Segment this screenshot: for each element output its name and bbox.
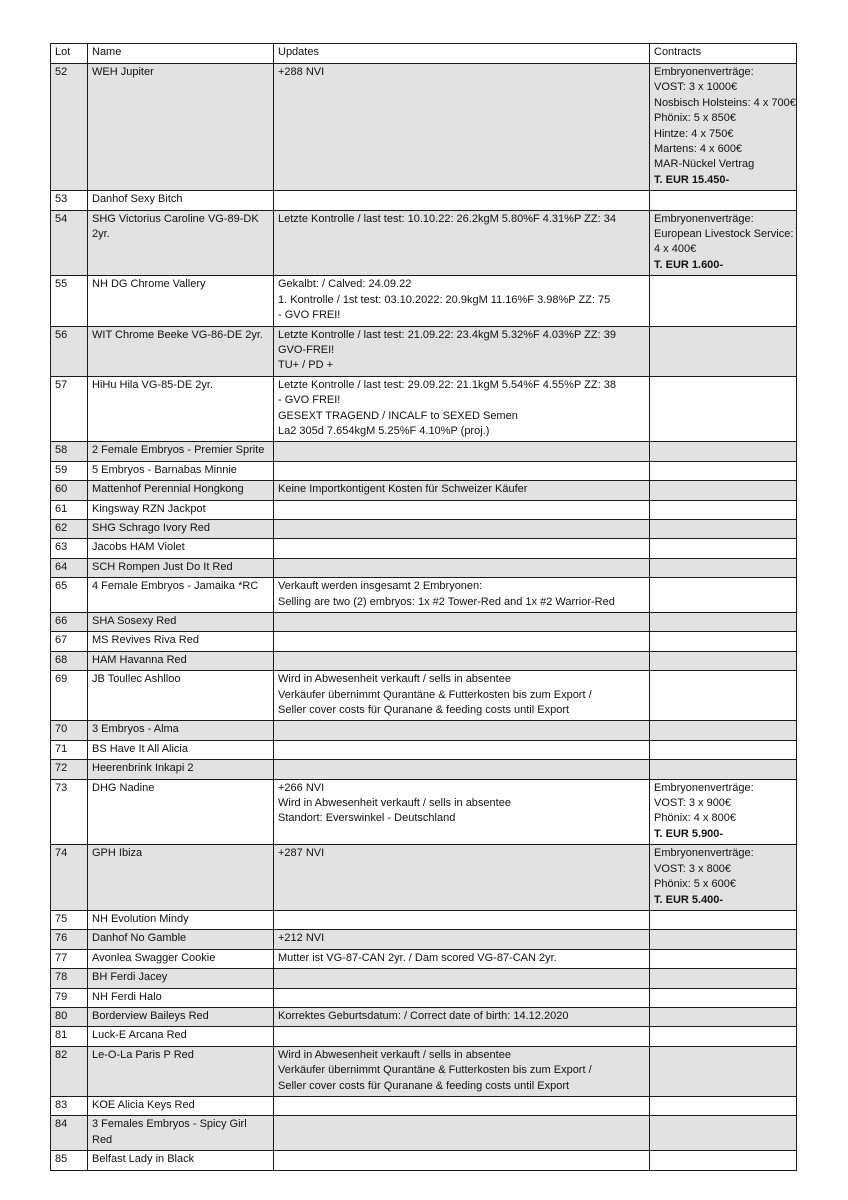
update-line: Letzte Kontrolle / last test: 21.09.22: 23.4kgM 5.32%F 4.03%P ZZ: 39 <box>278 328 616 341</box>
contracts-cell <box>650 191 797 210</box>
table-row <box>51 376 797 442</box>
animal-name-cell: KOE Alicia Keys Red <box>88 1096 274 1115</box>
updates-cell <box>274 1046 650 1096</box>
lot-number-cell: 66 <box>51 613 88 632</box>
update-line: Wird in Abwesenheit verkauft / sells in absentee <box>278 797 511 810</box>
updates-cell <box>274 1096 650 1115</box>
contracts-cell <box>650 949 797 968</box>
animal-name-cell: WEH Jupiter <box>88 64 274 191</box>
updates-cell <box>274 845 650 911</box>
table-row <box>51 760 797 779</box>
updates-cell <box>274 539 650 558</box>
animal-name-cell: MS Revives Riva Red <box>88 632 274 651</box>
contracts-cell <box>650 988 797 1007</box>
animal-name-cell: SHG Victorius Caroline VG-89-DK 2yr. <box>88 210 274 276</box>
lot-number-cell: 78 <box>51 969 88 988</box>
animal-name-cell: HiHu Hila VG-85-DE 2yr. <box>88 376 274 442</box>
table-row <box>51 949 797 968</box>
updates-cell <box>274 276 650 326</box>
update-line: 1. Kontrolle / 1st test: 03.10.2022: 20.9kgM 11.16%F 3.98%P ZZ: 75 <box>278 293 611 306</box>
lot-number-cell: 56 <box>51 326 88 376</box>
update-line: Verkäufer übernimmt Qurantäne & Futterkosten bis zum Export / <box>278 688 592 701</box>
contracts-cell <box>650 1027 797 1046</box>
update-line: +212 NVI <box>278 932 325 945</box>
update-line: GVO-FREI! <box>278 343 335 356</box>
contract-line: MAR-Nückel Vertrag <box>654 158 755 171</box>
table-row <box>51 191 797 210</box>
contracts-cell <box>650 210 797 276</box>
update-line: GESEXT TRAGEND / INCALF to SEXED Semen <box>278 409 518 422</box>
updates-cell <box>274 461 650 480</box>
contracts-cell <box>650 613 797 632</box>
table-row <box>51 930 797 949</box>
animal-name-cell: Heerenbrink Inkapi 2 <box>88 760 274 779</box>
contracts-cell <box>650 539 797 558</box>
update-line: +288 NVI <box>278 66 325 78</box>
lot-number-cell: 82 <box>51 1046 88 1096</box>
table-row <box>51 210 797 276</box>
contract-total: T. EUR 5.400- <box>654 893 724 906</box>
contract-line: VOST: 3 x 800€ <box>654 862 732 875</box>
animal-name-cell: 3 Embryos - Alma <box>88 721 274 740</box>
animal-name-cell: BS Have It All Alicia <box>88 740 274 759</box>
table-row <box>51 969 797 988</box>
animal-name-cell: JB Toullec Ashlloo <box>88 671 274 721</box>
contracts-cell <box>650 845 797 911</box>
animal-name-cell: Kingsway RZN Jackpot <box>88 500 274 519</box>
contracts-cell <box>650 1046 797 1096</box>
contract-total: T. EUR 5.900- <box>654 827 724 840</box>
lot-number-cell: 61 <box>51 500 88 519</box>
contracts-cell <box>650 276 797 326</box>
header-updates: Updates <box>274 44 650 64</box>
table-row <box>51 671 797 721</box>
update-line: +266 NVI <box>278 781 325 794</box>
lot-number-cell: 59 <box>51 461 88 480</box>
update-line: Keine Importkontigent Kosten für Schweizer Käufer <box>278 483 528 496</box>
contracts-cell <box>650 632 797 651</box>
update-line: La2 305d 7.654kgM 5.25%F 4.10%P (proj.) <box>278 424 490 437</box>
contracts-cell <box>650 64 797 191</box>
table-row <box>51 1027 797 1046</box>
contracts-cell <box>650 326 797 376</box>
lot-number-cell: 83 <box>51 1096 88 1115</box>
animal-name-cell: Danhof Sexy Bitch <box>88 191 274 210</box>
animal-name-cell: Avonlea Swagger Cookie <box>88 949 274 968</box>
lot-number-cell: 81 <box>51 1027 88 1046</box>
lot-number-cell: 57 <box>51 376 88 442</box>
updates-cell <box>274 1151 650 1170</box>
contracts-cell <box>650 500 797 519</box>
table-row <box>51 779 797 845</box>
lot-number-cell: 85 <box>51 1151 88 1170</box>
updates-cell <box>274 210 650 276</box>
lot-number-cell: 67 <box>51 632 88 651</box>
animal-name-cell: WIT Chrome Beeke VG-86-DE 2yr. <box>88 326 274 376</box>
update-line: Mutter ist VG-87-CAN 2yr. / Dam scored VG-87-CAN 2yr. <box>278 951 557 964</box>
animal-name-cell: DHG Nadine <box>88 779 274 845</box>
table-row <box>51 632 797 651</box>
contracts-cell <box>650 651 797 670</box>
lot-number-cell: 80 <box>51 1007 88 1026</box>
updates-cell <box>274 651 650 670</box>
contracts-cell <box>650 930 797 949</box>
contracts-cell <box>650 1096 797 1115</box>
lot-number-cell: 52 <box>51 64 88 191</box>
lot-number-cell: 54 <box>51 210 88 276</box>
table-row <box>51 519 797 538</box>
updates-cell <box>274 442 650 461</box>
updates-cell <box>274 1116 650 1151</box>
contracts-cell <box>650 1007 797 1026</box>
contract-total: T. EUR 1.600- <box>654 258 724 271</box>
table-row <box>51 613 797 632</box>
table-row <box>51 276 797 326</box>
lot-number-cell: 60 <box>51 481 88 500</box>
animal-name-cell: SHG Schrago Ivory Red <box>88 519 274 538</box>
update-line: +287 NVI <box>278 847 325 860</box>
lot-number-cell: 69 <box>51 671 88 721</box>
lot-updates-table <box>50 43 797 1171</box>
contract-line: Embryonenverträge: <box>654 66 754 78</box>
updates-cell <box>274 721 650 740</box>
contract-line: VOST: 3 x 900€ <box>654 797 732 810</box>
update-line: Verkauft werden insgesamt 2 Embryonen: <box>278 580 483 593</box>
table-row <box>51 461 797 480</box>
contracts-cell <box>650 558 797 577</box>
contract-line: Embryonenverträge: <box>654 781 754 794</box>
update-line: - GVO FREI! <box>278 394 341 407</box>
animal-name-cell: BH Ferdi Jacey <box>88 969 274 988</box>
update-line: Korrektes Geburtsdatum: / Correct date of birth: 14.12.2020 <box>278 1009 569 1022</box>
updates-cell <box>274 632 650 651</box>
updates-cell <box>274 949 650 968</box>
updates-cell <box>274 481 650 500</box>
contract-line: Hintze: 4 x 750€ <box>654 127 734 140</box>
update-line: Gekalbt: / Calved: 24.09.22 <box>278 278 412 291</box>
update-line: Standort: Everswinkel - Deutschland <box>278 812 456 825</box>
table-row <box>51 481 797 500</box>
lot-number-cell: 75 <box>51 910 88 929</box>
lot-number-cell: 77 <box>51 949 88 968</box>
animal-name-cell: GPH Ibiza <box>88 845 274 911</box>
update-line: Letzte Kontrolle / last test: 29.09.22: 21.1kgM 5.54%F 4.55%P ZZ: 38 <box>278 378 616 391</box>
header-name: Name <box>88 44 274 64</box>
contract-line: Embryonenverträge: <box>654 212 754 225</box>
table-row <box>51 500 797 519</box>
updates-cell <box>274 779 650 845</box>
lot-number-cell: 73 <box>51 779 88 845</box>
update-line: Letzte Kontrolle / last test: 10.10.22: 26.2kgM 5.80%F 4.31%P ZZ: 34 <box>278 212 616 225</box>
contract-line: European Livestock Service: <box>654 228 794 241</box>
contracts-cell <box>650 1151 797 1170</box>
contracts-cell <box>650 910 797 929</box>
contract-line: Embryonenverträge: <box>654 847 754 860</box>
update-line: Seller cover costs für Quranane & feeding costs until Export <box>278 704 570 717</box>
table-row <box>51 558 797 577</box>
animal-name-cell: Danhof No Gamble <box>88 930 274 949</box>
updates-cell <box>274 613 650 632</box>
table-row <box>51 721 797 740</box>
lot-number-cell: 55 <box>51 276 88 326</box>
lot-number-cell: 71 <box>51 740 88 759</box>
contracts-cell <box>650 1116 797 1151</box>
lot-number-cell: 58 <box>51 442 88 461</box>
updates-cell <box>274 930 650 949</box>
lot-number-cell: 72 <box>51 760 88 779</box>
updates-cell <box>274 578 650 613</box>
lot-number-cell: 74 <box>51 845 88 911</box>
table-row <box>51 64 797 191</box>
animal-name-cell: Borderview Baileys Red <box>88 1007 274 1026</box>
updates-cell <box>274 500 650 519</box>
update-line: Seller cover costs für Quranane & feeding costs until Export <box>278 1079 570 1092</box>
contract-total: T. EUR 15.450- <box>654 173 730 186</box>
table-row <box>51 1007 797 1026</box>
update-line: - GVO FREI! <box>278 309 341 322</box>
updates-cell <box>274 1027 650 1046</box>
animal-name-cell: 3 Females Embryos - Spicy Girl Red <box>88 1116 274 1151</box>
table-row <box>51 1096 797 1115</box>
animal-name-cell: HAM Havanna Red <box>88 651 274 670</box>
updates-cell <box>274 326 650 376</box>
lot-number-cell: 63 <box>51 539 88 558</box>
table-row <box>51 1151 797 1170</box>
lot-number-cell: 68 <box>51 651 88 670</box>
contracts-cell <box>650 376 797 442</box>
header-lot: Lot <box>51 44 88 64</box>
animal-name-cell: 4 Female Embryos - Jamaika *RC <box>88 578 274 613</box>
table-row <box>51 578 797 613</box>
contracts-cell <box>650 740 797 759</box>
animal-name-cell: SCH Rompen Just Do It Red <box>88 558 274 577</box>
contracts-cell <box>650 721 797 740</box>
lot-number-cell: 76 <box>51 930 88 949</box>
contract-line: Martens: 4 x 600€ <box>654 143 743 156</box>
updates-cell <box>274 376 650 442</box>
contract-line: VOST: 3 x 1000€ <box>654 81 738 94</box>
update-line: Wird in Abwesenheit verkauft / sells in absentee <box>278 1048 511 1061</box>
contracts-cell <box>650 671 797 721</box>
contracts-cell <box>650 578 797 613</box>
lot-number-cell: 79 <box>51 988 88 1007</box>
lot-number-cell: 62 <box>51 519 88 538</box>
update-line: Selling are two (2) embryos: 1x #2 Tower-Red and 1x #2 Warrior-Red <box>278 595 615 608</box>
animal-name-cell: Luck-E Arcana Red <box>88 1027 274 1046</box>
lot-number-cell: 64 <box>51 558 88 577</box>
contracts-cell <box>650 779 797 845</box>
contracts-cell <box>650 519 797 538</box>
lot-number-cell: 84 <box>51 1116 88 1151</box>
contracts-cell <box>650 481 797 500</box>
contract-line: 4 x 400€ <box>654 243 697 256</box>
table-row <box>51 539 797 558</box>
contract-line: Phönix: 4 x 800€ <box>654 812 736 825</box>
lot-number-cell: 65 <box>51 578 88 613</box>
updates-cell <box>274 740 650 759</box>
table-row <box>51 651 797 670</box>
contract-line: Nosbisch Holsteins: 4 x 700€ <box>654 96 796 109</box>
contracts-cell <box>650 760 797 779</box>
table-row <box>51 910 797 929</box>
animal-name-cell: NH Ferdi Halo <box>88 988 274 1007</box>
table-row <box>51 845 797 911</box>
table-row <box>51 740 797 759</box>
updates-cell <box>274 910 650 929</box>
contracts-cell <box>650 461 797 480</box>
updates-cell <box>274 671 650 721</box>
updates-cell <box>274 191 650 210</box>
table-row <box>51 1046 797 1096</box>
table-header-row <box>51 44 797 64</box>
animal-name-cell: Mattenhof Perennial Hongkong <box>88 481 274 500</box>
animal-name-cell: Le-O-La Paris P Red <box>88 1046 274 1096</box>
table-row <box>51 1116 797 1151</box>
contracts-cell <box>650 969 797 988</box>
update-line: Verkäufer übernimmt Qurantäne & Futterkosten bis zum Export / <box>278 1064 592 1077</box>
updates-cell <box>274 64 650 191</box>
contract-line: Phönix: 5 x 600€ <box>654 878 736 891</box>
animal-name-cell: 2 Female Embryos - Premier Sprite <box>88 442 274 461</box>
updates-cell <box>274 519 650 538</box>
update-line: Wird in Abwesenheit verkauft / sells in absentee <box>278 673 511 686</box>
animal-name-cell: NH DG Chrome Vallery <box>88 276 274 326</box>
table-row <box>51 326 797 376</box>
updates-cell <box>274 558 650 577</box>
updates-cell <box>274 1007 650 1026</box>
contracts-cell <box>650 442 797 461</box>
animal-name-cell: Jacobs HAM Violet <box>88 539 274 558</box>
updates-cell <box>274 760 650 779</box>
header-contracts: Contracts <box>650 44 797 64</box>
update-line: TU+ / PD + <box>278 359 334 372</box>
animal-name-cell: Belfast Lady in Black <box>88 1151 274 1170</box>
updates-cell <box>274 988 650 1007</box>
lot-number-cell: 53 <box>51 191 88 210</box>
contract-line: Phönix: 5 x 850€ <box>654 112 736 125</box>
animal-name-cell: 5 Embryos - Barnabas Minnie <box>88 461 274 480</box>
table-row <box>51 988 797 1007</box>
lot-number-cell: 70 <box>51 721 88 740</box>
animal-name-cell: NH Evolution Mindy <box>88 910 274 929</box>
table-row <box>51 442 797 461</box>
updates-cell <box>274 969 650 988</box>
animal-name-cell: SHA Sosexy Red <box>88 613 274 632</box>
